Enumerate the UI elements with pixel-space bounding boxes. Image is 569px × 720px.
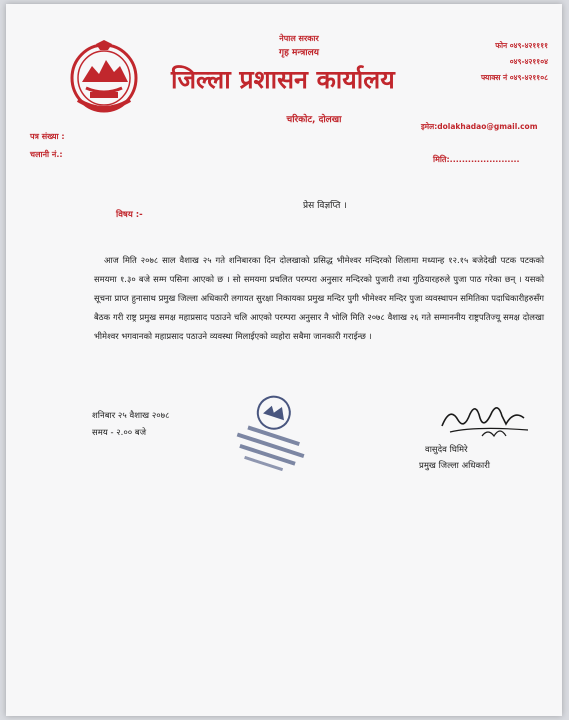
issue-date: शनिबार २५ वैशाख २०७८: [92, 411, 170, 421]
letter-body: आज मिति २०७८ साल वैशाख २५ गते शनिबारका दिन दोलखाको प्रसिद्ध भीमेश्वर मन्दिरको शिलामा मध्यान्ह १२.१५ बजेदेखी पटक पटकको समयमा १.३० बजे सम्म पसिना आएको छ । सो समयमा प्रचलित परम्परा अनुसार मन्दिरको पुजारी तथा गुठियारहरुले पुजा पाठ गरेका छन् । यसको सूचना प्राप्त हुनासाथ प्रमुख जिल्ला अधिकारी लगायत सुरक्षा निकायका प्रमुख मन्दिर पुगी भीमेश्वर मन्दिर पुजा व्यवस्थापन समितिका पदाधिकारीहरुसँग बैठक गरी राष्ट्र प्रमुख समक्ष महाप्रसाद पठाउने चलि आएको परम्परा अनुसार नै भोलि मिति २०७८ वैशाख २६ गते सम्माननीय राष्ट्रपतिज्यू समक्ष दोलखा भीमेश्वर भगवानको महाप्रसाद पठाउने व्यवस्था मिलाईएको व्यहोरा सबैमा जानकारी गराईन्छ ।: [94, 255, 544, 341]
issue-time: समय - २.०० बजे: [92, 428, 147, 438]
official-stamp-icon: [224, 392, 324, 484]
government-label: नेपाल सरकार: [279, 34, 319, 43]
phone-2: ०४९-४२११०४: [509, 57, 548, 66]
contact-numbers: [418, 38, 548, 86]
signatory-block: [419, 442, 559, 474]
signature-icon: [436, 396, 536, 442]
phone-1: फोन ०४९-४२११११: [495, 41, 548, 50]
office-title: जिल्ला प्रशासन कार्यालय: [171, 65, 395, 94]
notice-title: प्रेस विज्ञप्ति ।: [303, 201, 347, 211]
dispatch-number-label: चलानी नं.:: [30, 150, 63, 159]
letter-number-label: पत्र संख्या :: [30, 132, 65, 141]
fax-number: फ्याक्स नं ०४९-४२११०८: [480, 73, 548, 82]
office-email: इमेल:dolakhadao@gmail.com: [421, 122, 538, 131]
subject-label: विषय :-: [116, 210, 143, 220]
signatory-name: वासुदेव घिमिरे: [425, 445, 468, 455]
signatory-title: प्रमुख जिल्ला अधिकारी: [419, 461, 490, 471]
letter-page: [6, 4, 562, 716]
office-address: चरिकोट, दोलखा: [286, 115, 342, 125]
reference-block: [30, 128, 65, 164]
issue-info: [92, 408, 170, 442]
nepal-emblem-icon: [68, 38, 140, 114]
ministry-label: गृह मन्त्रालय: [279, 48, 319, 58]
date-label: मिति:.......................: [433, 155, 520, 164]
